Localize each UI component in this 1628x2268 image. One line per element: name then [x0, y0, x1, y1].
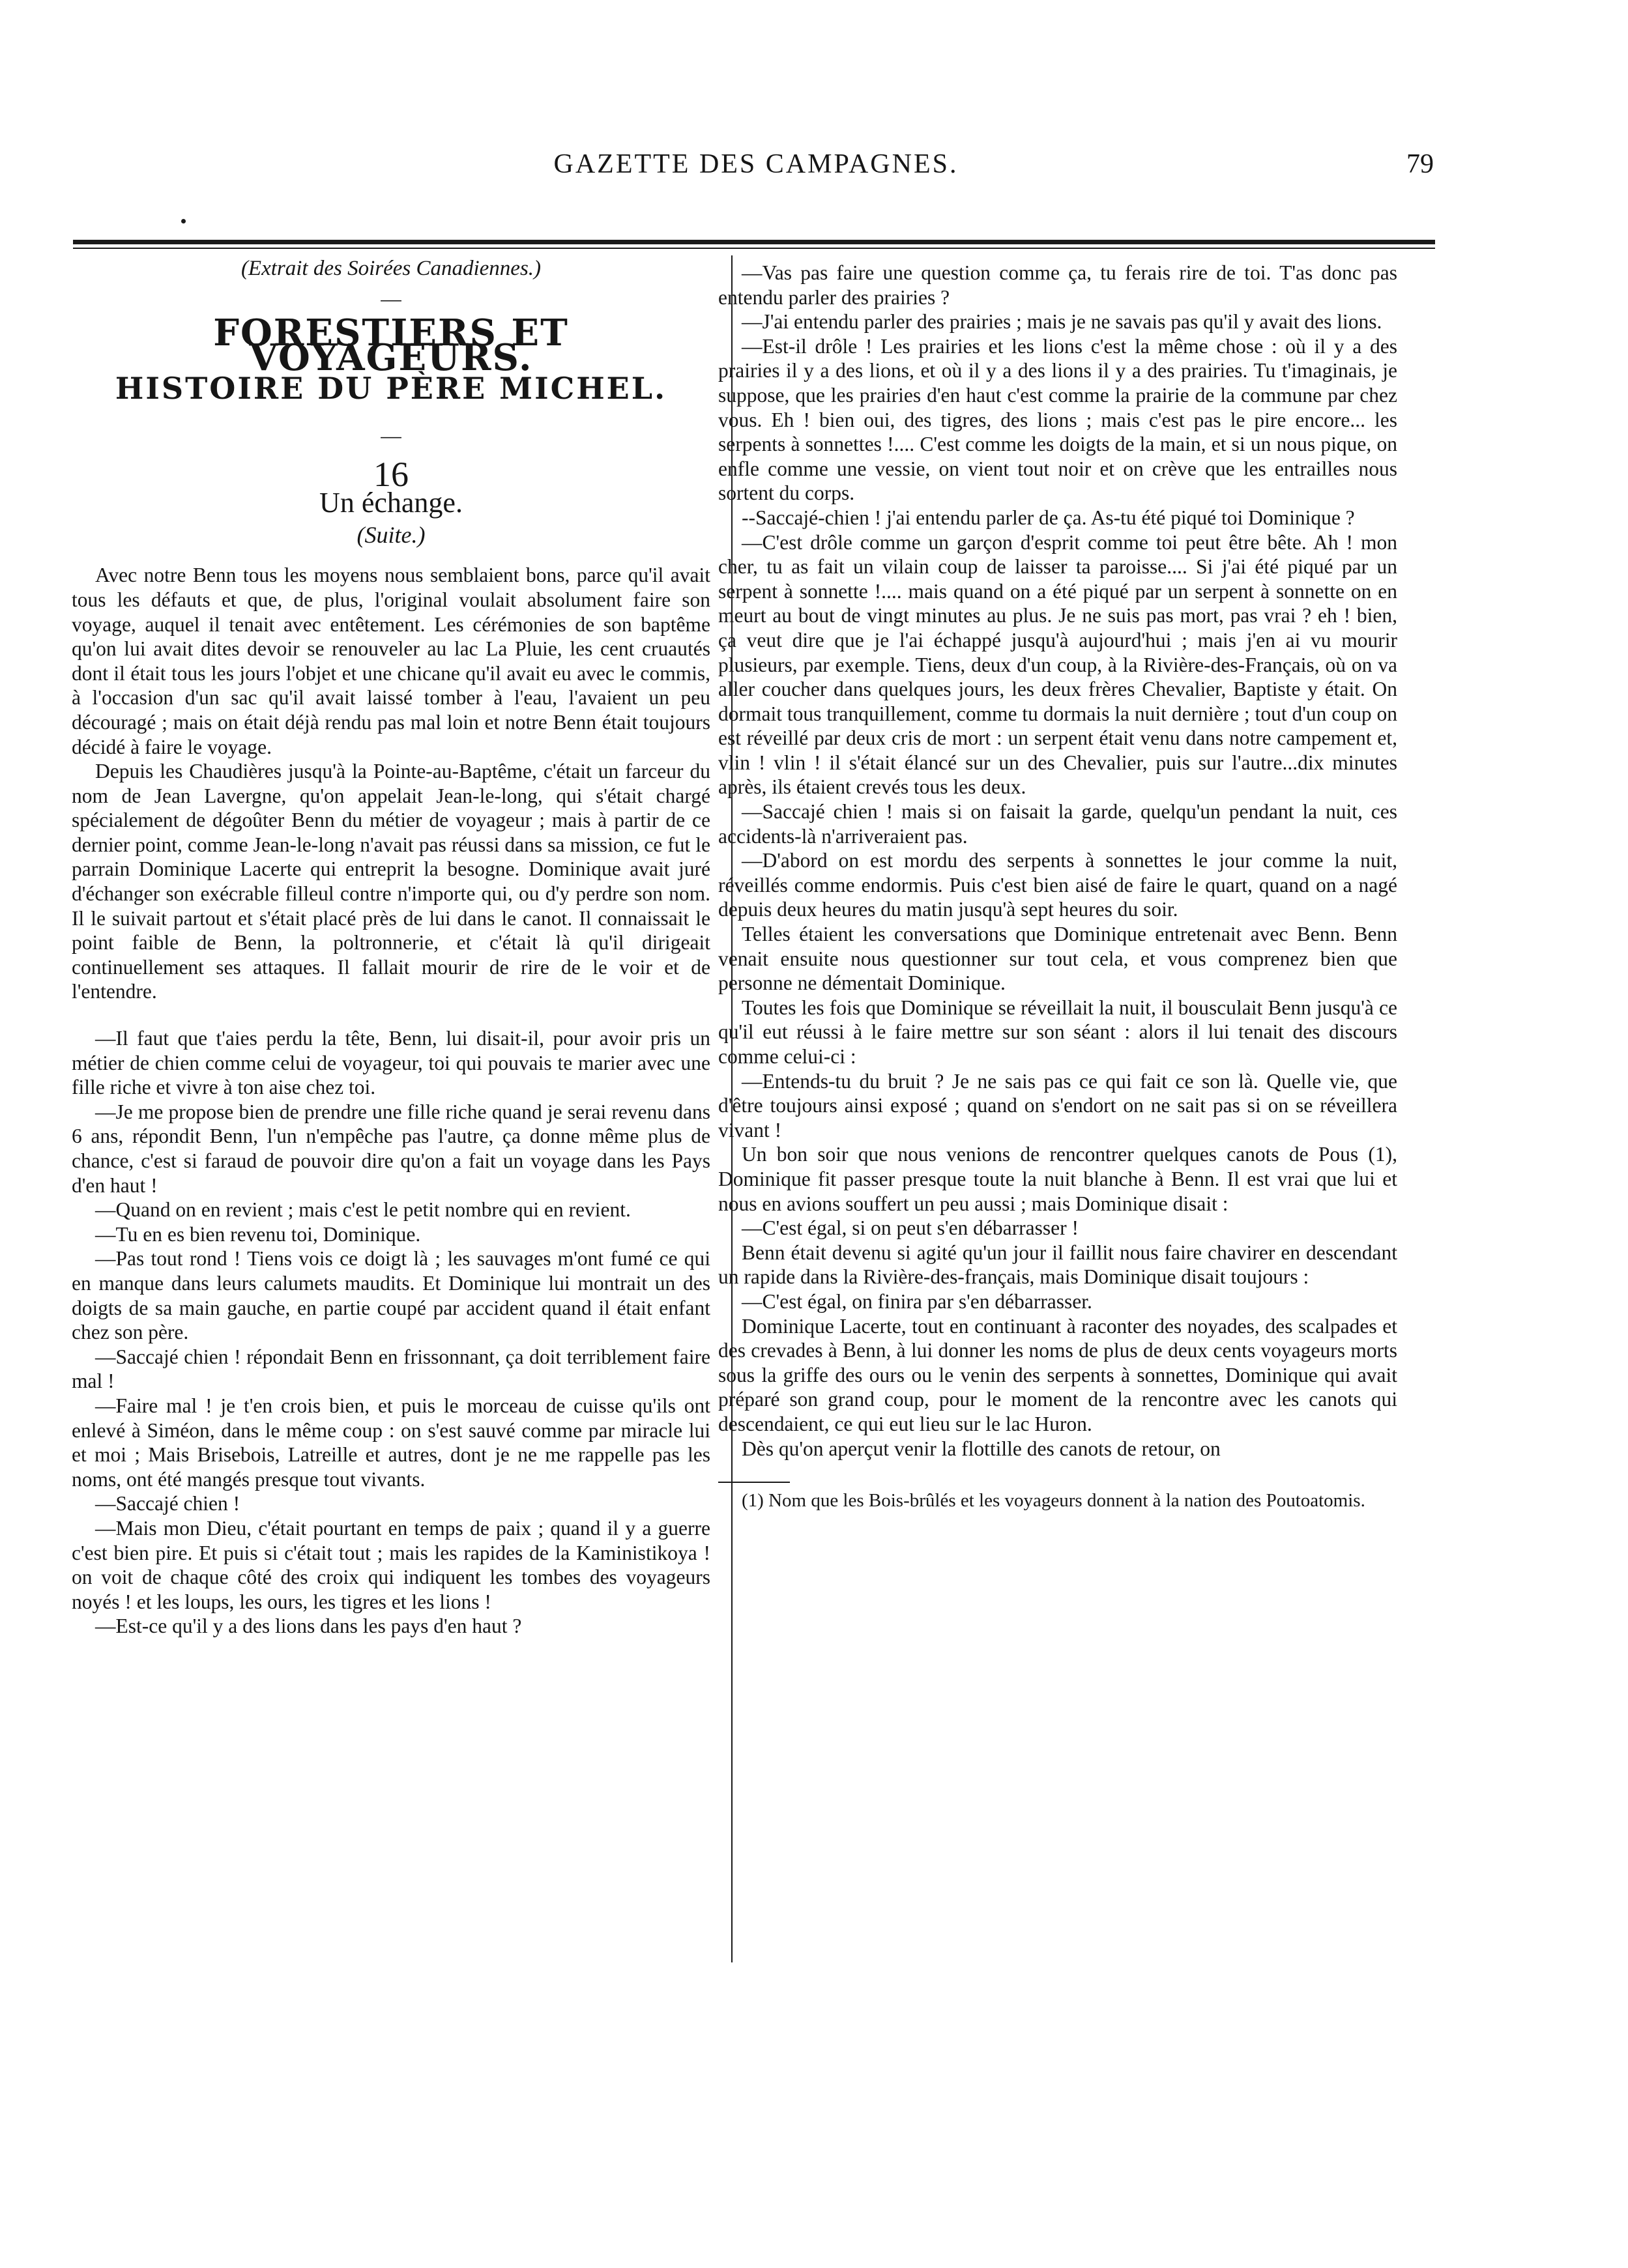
paragraph: —C'est égal, si on peut s'en débarrasser ! [742, 1216, 1079, 1240]
paragraph: —Pas tout rond ! Tiens vois ce doigt là ; les sauvages m'ont fumé ce qui en manque dans leurs calumets maudits. Et Dominique lui montrait un des doigts de sa main gauche, en partie coupé par accident quand il était enfant chez son père. [72, 1247, 710, 1344]
footnote-rule [718, 1482, 790, 1483]
paragraph: Dominique Lacerte, tout en continuant à raconter des noyades, des scalpades et des crevades à Benn, à lui donner les noms de plus de deux cents voyageurs morts sous la griffe des ours ou le venin des serpents à sonnettes, Dominique qui avait préparé son grand coup, pour le moment de la rencontre avec les canots qui descendaient, ce qui eut lieu sur le lac Huron. [718, 1314, 1397, 1435]
paragraph: —Entends-tu du bruit ? Je ne sais pas ce qui fait ce son là. Quelle vie, que d'être toujours ainsi exposé ; quand on s'endort on ne sait pas si on se réveillera vivant ! [718, 1069, 1397, 1141]
paragraph: —Saccajé chien ! répondait Benn en frissonnant, ça doit terriblement faire mal ! [72, 1345, 710, 1393]
paragraph: —Vas pas faire une question comme ça, tu ferais rire de toi. T'as donc pas entendu parler des prairies ? [718, 261, 1397, 309]
paragraph: —D'abord on est mordu des serpents à sonnettes le jour comme la nuit, réveillés comme endormis. Puis c'est bien aisé de faire le quart, quand on a nagé depuis deux heures du matin jusqu'à sept heures du soir. [718, 849, 1397, 921]
paragraph: —Est-ce qu'il y a des lions dans les pays d'en haut ? [95, 1615, 522, 1638]
paragraph: —Saccajé chien ! mais si on faisait la garde, quelqu'un pendant la nuit, ces accidents-là n'arriveraient pas. [718, 800, 1397, 848]
paragraph: —Je me propose bien de prendre une fille riche quand je serai revenu dans 6 ans, répondit Benn, l'un n'empêche pas l'autre, ça donne même plus de chance, c'est si faraud de pouvoir dire qu'on a fait un voyage dans les Pays d'en haut ! [72, 1100, 710, 1197]
paragraph: —C'est drôle comme un garçon d'esprit comme toi peut être bête. Ah ! mon cher, tu as fait un vilain coup de laisser ta paroisse.... Si j'ai été piqué par un serpent à sonnette !.... mais quand on a été piqué par un serpent à sonnette on en meurt au bout de vingt minutes au plus. Je ne suis pas mort, pas vrai ? eh ! bien, ça veut dire que je l'ai échappé jusqu'à aujourd'hui ; mais j'en ai vu mourir plusieurs, par exemple. Tiens, deux d'un coup, à la Rivière-des-Français, où on va aller coucher dans quelques jours, les deux frères Chevalier, Baptiste y était. On dormait tous tranquillement, comme tu dormais la nuit dernière ; tout d'un coup on est réveillé par deux cris de mort : un serpent était venu dans notre campement et, vlin ! vlin ! il s'était élancé sur un des Chevalier, puis sur l'autre...dix minutes après, ils étaient crevés tous les deux. [718, 530, 1397, 799]
paragraph: —Est-il drôle ! Les prairies et les lions c'est la même chose : où il y a des prairies il y a des lions, et où il y a des lions il y a des prairies. Tu t'imaginais, je suppose, que les prairies d'en haut c'est comme la prairie de la commune par chez vous. Eh ! bien oui, des tigres, des lions ; mais c'est pas le pire encore... les serpents à sonnettes !.... C'est comme les doigts de la main, et si un nous pique, on enfle comme une vessie, on vient tout noir et on crève que les entrailles nous sortent du corps. [718, 334, 1397, 505]
header-rule-thick [73, 240, 1435, 244]
chapter-title: Un échange. [319, 487, 463, 519]
paragraph: Benn était devenu si agité qu'un jour il faillit nous faire chavirer en descendant un rapide dans la Rivière-des-français, mais Dominique disait toujours : [718, 1241, 1397, 1289]
page-header [78, 149, 1434, 194]
paragraph: —Quand on en revient ; mais c'est le petit nombre qui en revient. [95, 1198, 631, 1222]
right-column [718, 261, 1397, 1512]
paragraph: Dès qu'on aperçut venir la flottille des canots de retour, on [742, 1437, 1221, 1460]
paragraph: —Saccajé chien ! [95, 1492, 240, 1515]
paragraph: —Mais mon Dieu, c'était pourtant en temps de paix ; quand il y a guerre c'est bien pire. Et puis si c'était tout ; mais les rapides de la Kaministikoya ! on voit de chaque côté des croix qui indiquent les tombes des voyageurs noyés ! et les loups, les ours, les tigres et les lions ! [72, 1516, 710, 1613]
paragraph: —Faire mal ! je t'en crois bien, et puis le morceau de cuisse qu'ils ont enlevé à Siméon, dans le même coup : on s'est sauvé comme par miracle lui et moi ; Mais Brisebois, Latreille et autres, dont je ne me rappelle pas les noms, ont été mangés presque tout vivants. [72, 1394, 710, 1491]
header-rule-thin [73, 248, 1435, 249]
footnote: (1) Nom que les Bois-brûlés et les voyageurs donnent à la nation des Poutoatomis. [742, 1490, 1365, 1512]
paragraph: Depuis les Chaudières jusqu'à la Pointe-au-Baptême, c'était un farceur du nom de Jean Lavergne, qu'on appelait Jean-le-long, qui s'était chargé spécialement de dégoûter Benn du métier de voyageur ; mais à partir de ce dernier point, comme Jean-le-long n'avait pas réussi dans sa mission, ce fut le parrain Dominique Lacerte qui entreprit la besogne. Dominique avait juré d'échanger son exécrable filleul contre n'importe qui, ou d'y perdre son nom. Il le suivait partout et s'était placé près de lui dans le canot. Il connaissait le point faible de Benn, la poltronnerie, et c'était là qu'il dirigeait continuellement ses attaques. Il fallait mourir de rire de le voir et de l'entendre. [72, 760, 710, 1003]
running-title: GAZETTE DES CAMPAGNES. [553, 149, 959, 179]
page-number: 79 [1406, 149, 1434, 179]
story-title: FORESTIERS ET VOYAGEURS. [213, 311, 569, 379]
paragraph: —Tu en es bien revenu toi, Dominique. [95, 1222, 421, 1246]
story-subtitle: HISTOIRE DU PÈRE MICHEL. [115, 371, 667, 407]
stray-ink-dot [181, 219, 186, 223]
paragraph: Telles étaient les conversations que Dominique entretenait avec Benn. Benn venait ensuite nous questionner sur tout cela, et vous comprenez bien que personne ne démentait Dominique. [718, 923, 1397, 995]
chapter-number: 16 [373, 454, 409, 494]
suite-label: (Suite.) [356, 521, 426, 548]
separator-2: — [381, 423, 401, 447]
paragraph: —J'ai entendu parler des prairies ; mais je ne savais pas qu'il y avait des lions. [742, 310, 1382, 334]
paragraph: Avec notre Benn tous les moyens nous semblaient bons, parce qu'il avait tous les défauts et que, de plus, l'original voulait absolument faire son voyage, auquel il tenait avec entêtement. Les cérémonies de son baptême qu'on lui avait dites devoir se renouveler au lac La Pluie, les cent cruautés dont il était tous les jours l'objet et une chicane qu'il avait eu avec le commis, à l'occasion d'un sac qu'il avait laissé tomber à l'eau, l'avaient un peu découragé ; mais on était déjà rendu pas mal loin et notre Benn était toujours décidé à faire le voyage. [72, 564, 710, 758]
extract-note: (Extrait des Soirées Canadiennes.) [240, 257, 542, 280]
paragraph: —Il faut que t'aies perdu la tête, Benn, lui disait-il, pour avoir pris un métier de chien comme celui de voyageur, toi qui pouvais te marier avec une fille riche et vivre à ton aise chez toi. [72, 1027, 710, 1099]
paragraph: Un bon soir que nous venions de rencontrer quelques canots de Pous (1), Dominique fit passer presque toute la nuit blanche à Benn. Il est vrai que lui et nous en avions souffert un peu aussi ; mais Dominique disait : [718, 1143, 1397, 1215]
paragraph: Toutes les fois que Dominique se réveillait la nuit, il bousculait Benn jusqu'à ce qu'il eut réussi à le faire mettre sur son séant : alors il lui tenait des discours comme celui-ci : [718, 996, 1397, 1068]
left-column [72, 255, 710, 1639]
paragraph: —C'est égal, on finira par s'en débarrasser. [742, 1289, 1092, 1313]
paragraph: --Saccajé-chien ! j'ai entendu parler de ça. As-tu été piqué toi Dominique ? [742, 506, 1355, 529]
separator: — [381, 287, 401, 310]
